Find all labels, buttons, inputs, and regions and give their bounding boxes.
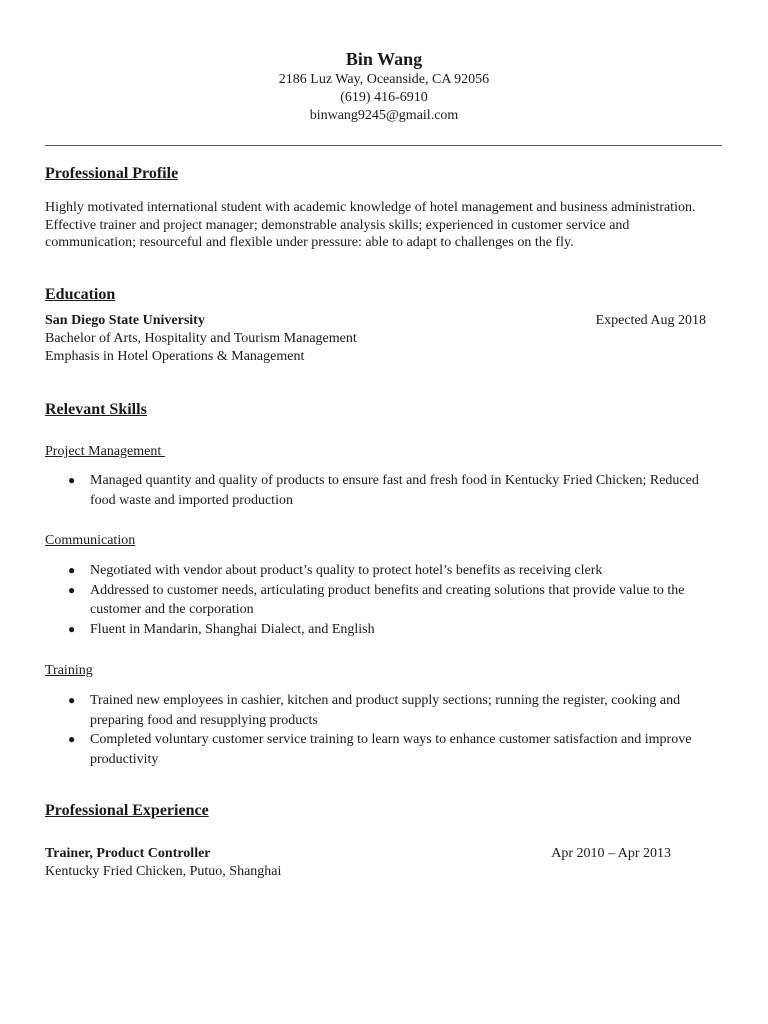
skill-group-title: Communication	[45, 533, 136, 548]
education-row	[45, 312, 706, 330]
list-item: ● Trained new employees in cashier, kitchen and product supply sections; running the register, cooking and preparing food and resupplying products	[68, 693, 681, 728]
skills-heading: Relevant Skills	[45, 401, 147, 418]
bullet-icon: ●	[68, 621, 76, 636]
list-item: ● Negotiated with vendor about product’s quality to protect hotel’s benefits as receiving clerk	[45, 561, 710, 581]
skill-group-list	[45, 691, 710, 769]
emphasis: Emphasis in Hotel Operations & Management	[45, 349, 305, 364]
bullet-icon: ●	[68, 473, 76, 487]
header-divider	[45, 145, 722, 146]
skill-group-list	[45, 471, 710, 510]
bullet-icon: ●	[68, 732, 76, 746]
job-company: Kentucky Fried Chicken, Putuo, Shanghai	[45, 864, 282, 879]
graduation-date: Expected Aug 2018	[595, 313, 706, 328]
list-item: ● Addressed to customer needs, articulating product benefits and creating solutions that provide value to the customer and the corporation	[68, 582, 685, 617]
list-item: ● Fluent in Mandarin, Shanghai Dialect, and English	[45, 620, 710, 640]
resume-header	[0, 48, 768, 125]
bullet-icon: ●	[68, 563, 76, 577]
email: binwang9245@gmail.com	[309, 108, 459, 123]
skill-group-list	[45, 561, 710, 639]
profile-heading: Professional Profile	[45, 165, 179, 182]
job-row	[45, 845, 671, 863]
experience-heading: Professional Experience	[45, 802, 209, 819]
job-dates: Apr 2010 – Apr 2013	[551, 846, 671, 861]
address: 2186 Luz Way, Oceanside, CA 92056	[278, 72, 490, 87]
skill-group-title: Project Management	[45, 444, 165, 459]
bullet-icon: ●	[68, 582, 76, 597]
education-heading: Education	[45, 286, 116, 303]
skill-group-title: Training	[45, 663, 93, 678]
phone: (619) 416-6910	[340, 90, 428, 105]
list-item: ● Completed voluntary customer service training to learn ways to enhance customer satisfaction and improve productivity	[68, 732, 692, 767]
applicant-name: Bin Wang	[345, 49, 423, 69]
list-item: ● Managed quantity and quality of products to ensure fast and fresh food in Kentucky Fried Chicken; Reduced food waste and imported production	[68, 473, 699, 508]
bullet-icon: ●	[68, 693, 76, 707]
profile-text: Highly motivated international student with academic knowledge of hotel management and business administration. Effective trainer and project manager; demonstrable analysis skills; experienced in customer service and communication; resourceful and flexible under pressure: able to adapt to challenges on the fly.	[45, 200, 696, 250]
school-name: San Diego State University	[45, 313, 205, 328]
degree: Bachelor of Arts, Hospitality and Tourism Management	[45, 331, 357, 346]
job-title: Trainer, Product Controller	[45, 846, 211, 861]
